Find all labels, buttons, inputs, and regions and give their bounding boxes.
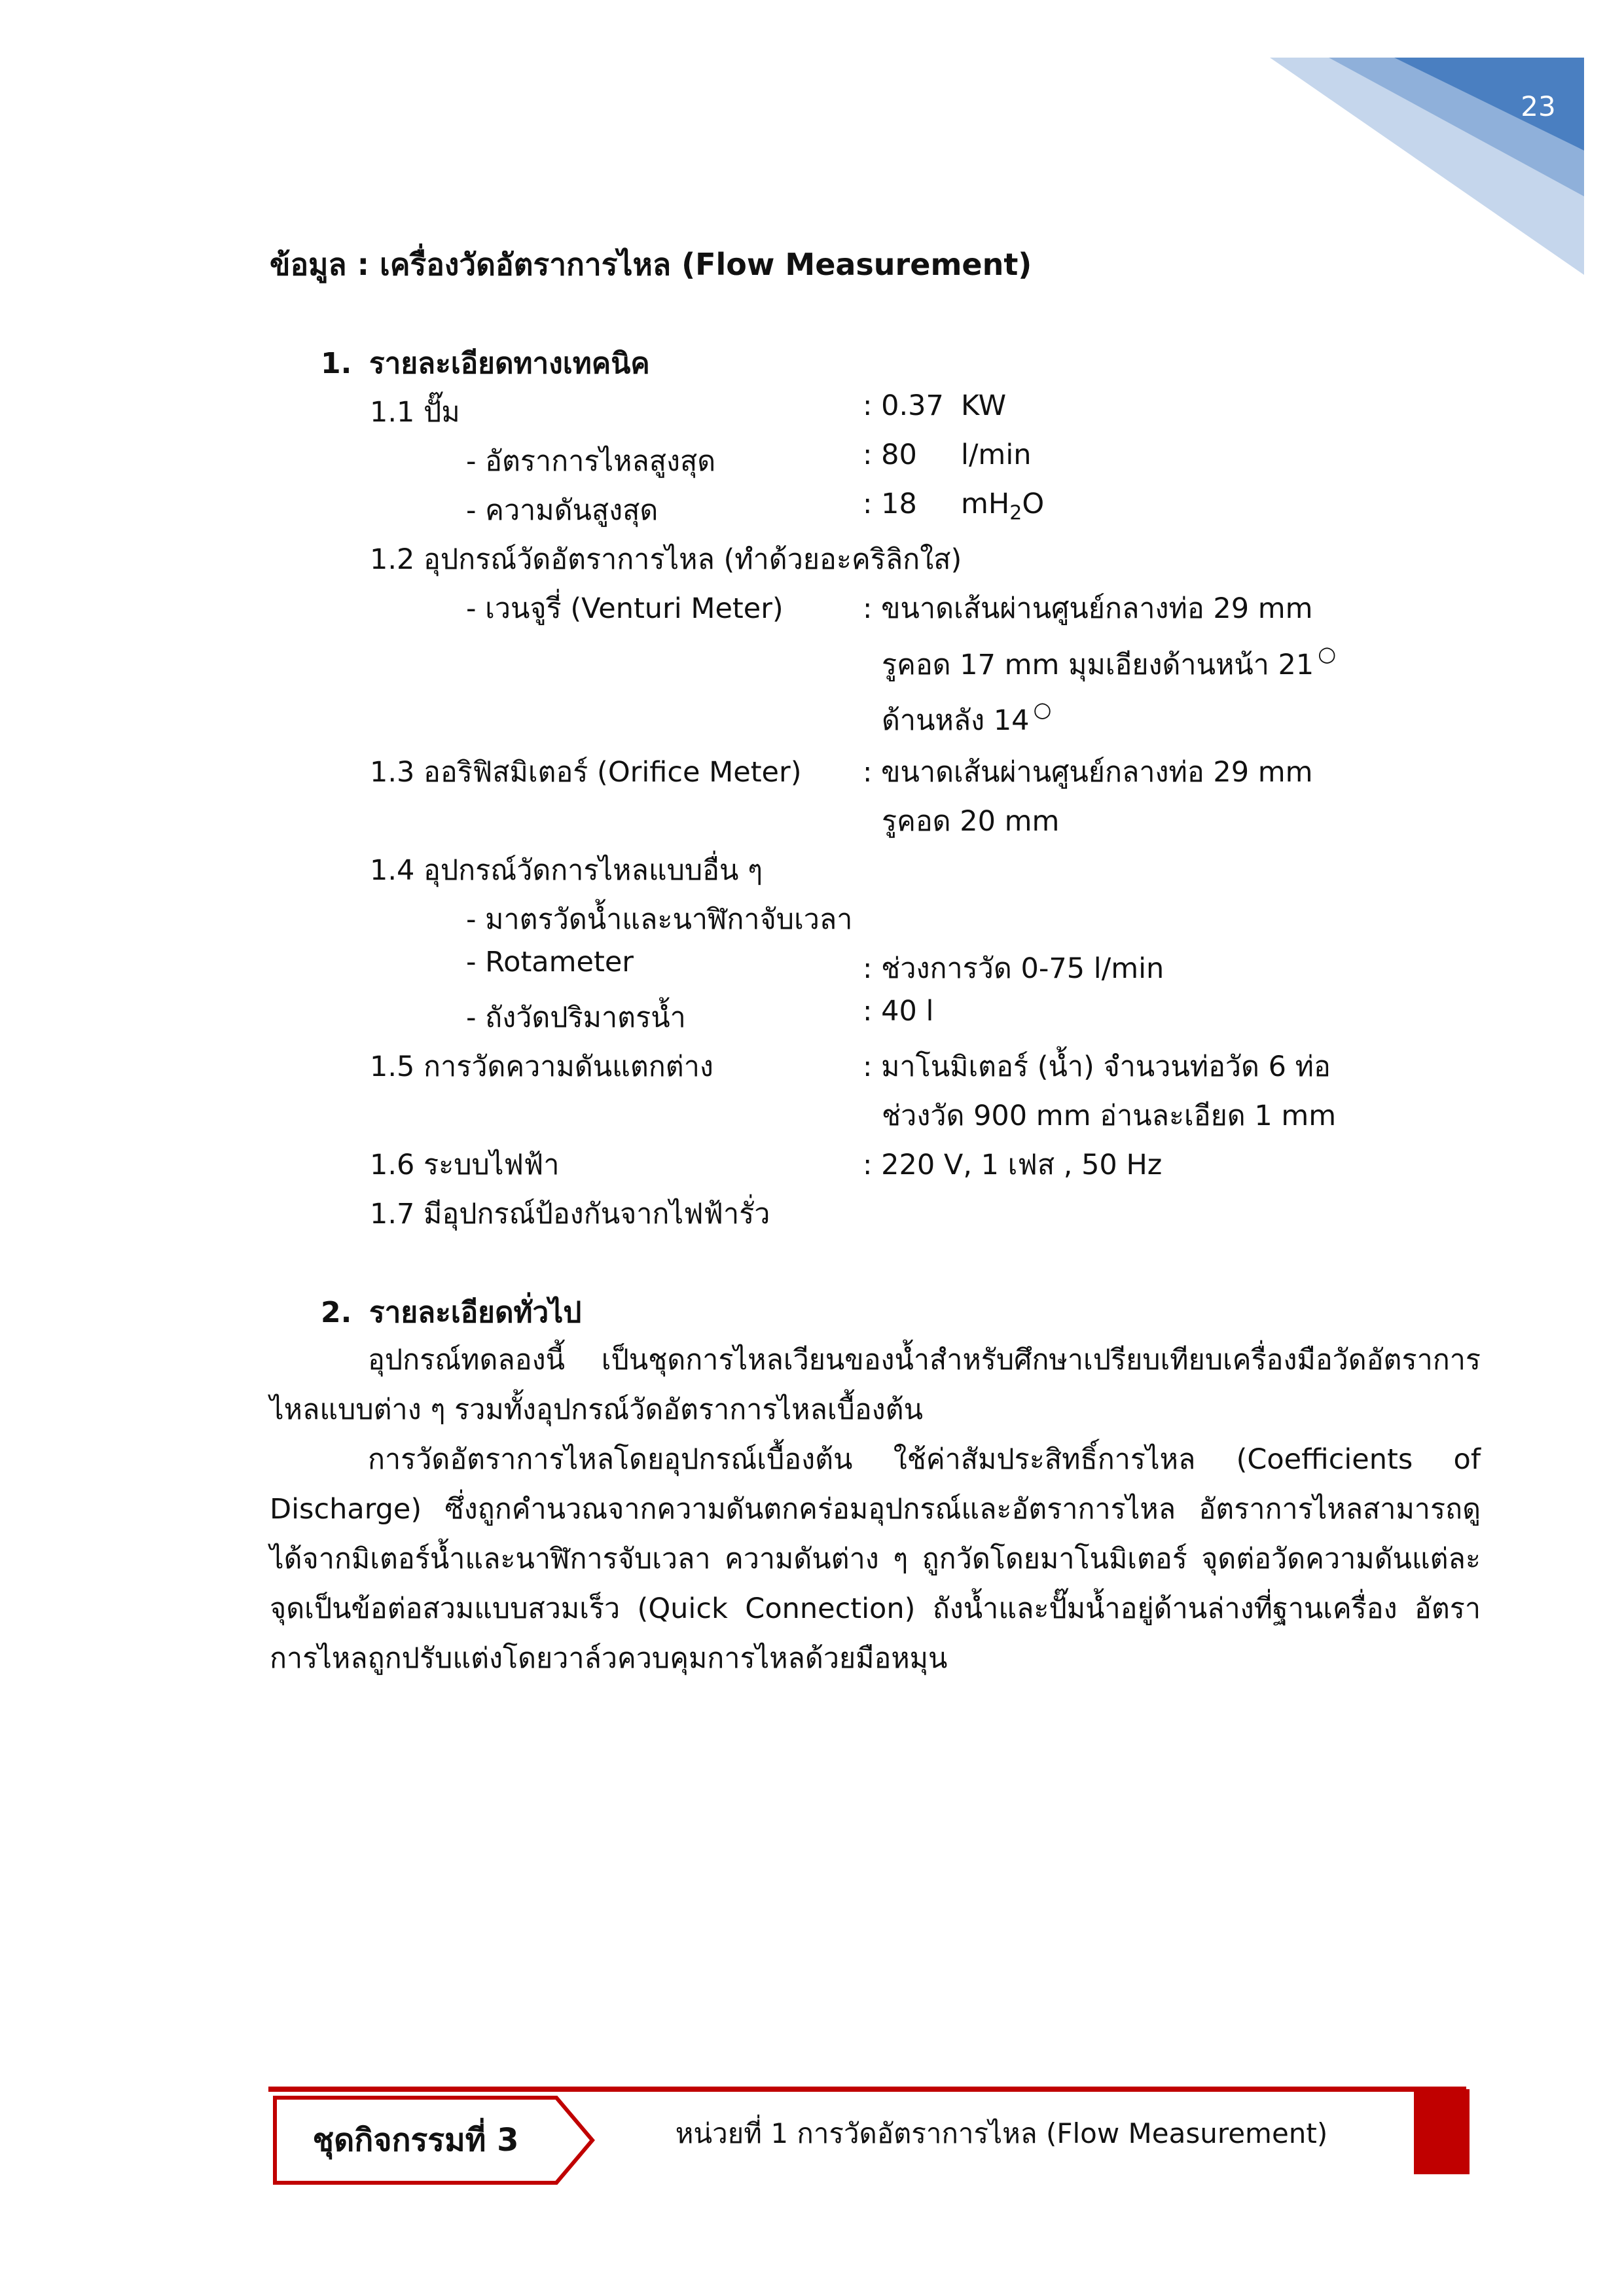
max-flow-number: : 80 [863, 439, 917, 471]
page-number: 23 [1521, 90, 1556, 122]
corner-decoration [0, 0, 1624, 275]
pressure-line-1: : มาโนมิเตอร์ (น้ำ) จำนวนท่อวัด 6 ท่อ [863, 1050, 1331, 1083]
water-meter-item: - มาตรวัดน้ำและนาฬิกาจับเวลา [466, 903, 853, 936]
section-2-heading [321, 1289, 581, 1335]
activity-label: ชุดกิจกรรมที่ 3 [312, 2122, 519, 2159]
page-heading: ข้อมูล : เครื่องวัดอัตราการไหล (Flow Measurement) [270, 247, 1032, 282]
degree-symbol: ○ [1033, 697, 1052, 722]
venturi-label: - เวนจูรี่ (Venturi Meter) [466, 592, 784, 625]
section-2-number: 2. [321, 1296, 352, 1329]
tank-value: : 40 l [863, 995, 934, 1028]
venturi-line-1: : ขนาดเส้นผ่านศูนย์กลางท่อ 29 mm [863, 592, 1313, 625]
orifice-line-1: : ขนาดเส้นผ่านศูนย์กลางท่อ 29 mm [863, 756, 1313, 789]
section-1-title: รายละเอียดทางเทคนิค [369, 347, 650, 380]
max-pressure-number: : 18 [863, 488, 917, 520]
orifice-line-2: รูคอด 20 mm [882, 805, 1060, 838]
electric-label: 1.6 ระบบไฟฟ้า [370, 1149, 560, 1181]
section-1-heading [321, 340, 650, 386]
section-1-number: 1. [321, 347, 352, 380]
rotameter-label: - Rotameter [466, 946, 634, 978]
max-pressure-label: - ความดันสูงสุด [466, 494, 659, 527]
electric-value: : 220 V, 1 เฟส , 50 Hz [863, 1149, 1163, 1181]
degree-symbol: ○ [1318, 641, 1337, 666]
tank-label: - ถังวัดปริมาตรน้ำ [466, 1001, 686, 1034]
paragraph-1: อุปกรณ์ทดลองนี้ เป็นชุดการไหลเวียนของน้ำสำหรับศึกษาเปรียบเทียบเครื่องมือวัดอัตราการไหลแบบต่าง ๆ รวมทั้งอุปกรณ์วัดอัตราการไหลเบื้องต้น [270, 1344, 1481, 1426]
venturi-line-3: ด้านหลัง 14 ○ [882, 697, 1052, 737]
pump-power-unit: KW [961, 389, 1007, 422]
pressure-line-2: ช่วงวัด 900 mm อ่านละเอียด 1 mm [882, 1100, 1337, 1132]
other-devices-label: 1.4 อุปกรณ์วัดการไหลแบบอื่น ๆ [370, 854, 763, 887]
pump-power: : 0.37 [863, 389, 944, 422]
orifice-label: 1.3 ออริฟิสมิเตอร์ (Orifice Meter) [370, 756, 802, 789]
section-2-title: รายละเอียดทั่วไป [369, 1296, 582, 1329]
max-pressure-value [863, 488, 1045, 525]
section-2-body [270, 1335, 1481, 1683]
unit-label: หน่วยที่ 1 การวัดอัตราการไหล (Flow Measurement) [675, 2117, 1328, 2149]
pressure-label: 1.5 การวัดความดันแตกต่าง [370, 1050, 713, 1083]
venturi-line-2: รูคอด 17 mm มุมเอียงด้านหน้า 21 ○ [882, 641, 1337, 681]
pump-label: 1.1 ปั๊ม [370, 396, 460, 429]
max-flow-unit: l/min [961, 439, 1032, 471]
pump-value [863, 389, 1007, 422]
max-flow-value [863, 439, 1032, 471]
protection-label: 1.7 มีอุปกรณ์ป้องกันจากไฟฟ้ารั่ว [370, 1198, 770, 1230]
max-pressure-unit: $mH_2O$ [961, 488, 1045, 525]
flow-device-label: 1.2 อุปกรณ์วัดอัตราการไหล (ทำด้วยอะคริลิกใส) [370, 543, 962, 576]
paragraph-2: การวัดอัตราการไหลโดยอุปกรณ์เบื้องต้น ใช้ค่าสัมประสิทธิ์การไหล (Coefficients of Discharge) ซึ่งถูกคำนวณจากความดันตกคร่อมอุปกรณ์และอัตราการไหล อัตราการไหลสามารถดูได้จากมิเตอร์น้ำและนาฬิการจับเวลา ความดันต่าง ๆ ถูกวัดโดยมาโนมิเตอร์ จุดต่อวัดความดันแต่ละจุดเป็นข้อต่อสวมแบบสวมเร็ว (Quick Connection) ถังน้ำและปั๊มน้ำอยู่ด้านล่างที่ฐานเครื่อง อัตราการไหลถูกปรับแต่งโดยวาล์วควบคุมการไหลด้วยมือหมุน [270, 1443, 1481, 1675]
rotameter-value: : ช่วงการวัด 0-75 l/min [863, 952, 1164, 985]
max-flow-label: - อัตราการไหลสูงสุด [466, 445, 716, 478]
